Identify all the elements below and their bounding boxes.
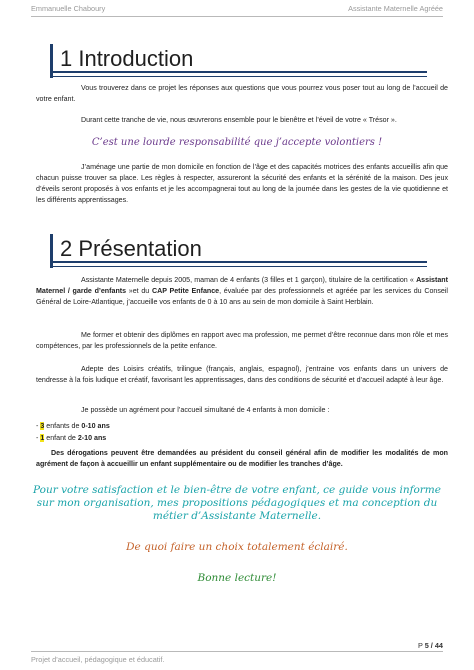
header-title: Assistante Maternelle Agréée	[348, 4, 443, 13]
count-highlight: 3	[40, 422, 45, 430]
page-separator: /	[428, 641, 435, 650]
list-dash: -	[36, 434, 41, 442]
heading-rule-thin	[53, 76, 427, 77]
list-text: enfants de	[44, 422, 82, 430]
heading-rule	[53, 261, 427, 263]
heading-rule	[53, 71, 427, 73]
closing-choice: De quoi faire un choix totalement éclairé.	[126, 541, 348, 553]
section-heading-introduction: 1 Introduction	[60, 46, 194, 71]
cap-name: CAP Petite Enfance	[151, 287, 220, 295]
closing-greeting: Bonne lecture!	[197, 572, 277, 584]
page-prefix: P	[417, 641, 425, 650]
section-heading-presentation: 2 Présentation	[60, 236, 202, 261]
presentation-paragraph-4: Je possède un agrément pour l’accueil simultané de 4 enfants à mon domicile :	[81, 406, 330, 414]
footer-rule	[31, 651, 443, 652]
page-number	[418, 641, 443, 650]
page-current: 5	[424, 641, 429, 650]
certification-name: Assistant Maternel / garde d’enfants	[36, 276, 448, 295]
footer-title: Projet d’accueil, pédagogique et éducatif.	[31, 655, 165, 664]
intro-paragraph-2: Durant cette tranche de vie, nous œuvrerons ensemble pour le bienêtre et l’éveil de votre « Trésor ».	[81, 116, 397, 124]
list-item	[36, 422, 110, 430]
count-highlight: 1	[40, 434, 45, 442]
age-range: 0-10 ans	[81, 422, 110, 430]
intro-paragraph-1: Vous trouverez dans ce projet les réponses aux questions que vous pourrez vous poser tout au long de l’accueil de votre enfant.	[36, 84, 448, 103]
list-item	[36, 434, 106, 442]
age-range: 2-10 ans	[77, 434, 107, 442]
list-text: enfant de	[44, 434, 78, 442]
text-run: Assistante Maternelle depuis 2005, maman de 4 enfants (3 filles et 1 garçon), titulaire de la certification «	[81, 276, 417, 284]
header-author: Emmanuelle Chaboury	[31, 4, 106, 13]
heading-rule-thin	[53, 266, 427, 267]
presentation-paragraph-2: Me former et obtenir des diplômes en rapport avec ma profession, me permet d’être reconnue dans mon rôle et mes compétences, par les professionnels de la petite enfance.	[36, 331, 448, 350]
text-run: »et du	[126, 287, 152, 295]
text-run: , évaluée par des professionnels et agréée par les services du Conseil Général de Loire-Atlantique, j’accueille vos enfants de 0 à 10 ans au sein de mon domicile à Saint Herblain.	[36, 287, 448, 306]
page-total: 44	[434, 641, 443, 650]
closing-message: Pour votre satisfaction et le bien-être de votre enfant, ce guide vous informe sur mon organisation, mes propositions pédagogiques et ma conception du métier d’Assistante Maternelle.	[33, 484, 441, 522]
derogation-paragraph: Des dérogations peuvent être demandées au président du conseil général afin de modifier les modalités de mon agrément de façon à accueillir un enfant supplémentaire ou de modifier les tranches d’âge.	[36, 449, 448, 468]
presentation-paragraph-3: Adepte des Loisirs créatifs, trilingue (français, anglais, espagnol), j’entraine vos enfants dans un univers de tendresse à la fois ludique et créatif, favorisant les apprentissages, dans des conditions de sécurité et d’accueil adapté à leur âge.	[36, 365, 448, 384]
list-dash: -	[36, 422, 41, 430]
presentation-paragraph-1	[36, 275, 448, 308]
intro-quote: C’est une lourde responsabilité que j’accepte volontiers !	[91, 137, 383, 148]
intro-paragraph-3: J’aménage une partie de mon domicile en fonction de l’âge et des capacités motrices des enfants accueillis afin que chacun puisse trouver sa place. Les règles à respecter, assureront la sécurité des enfants et la sérénité de la maison. Des jeux d’éveils seront proposés à vos enfants et je les accompagnerai tout au long de la journée dans les gestes de la vie quotidienne et les différents apprentissages.	[36, 163, 448, 204]
page-header	[31, 3, 443, 17]
